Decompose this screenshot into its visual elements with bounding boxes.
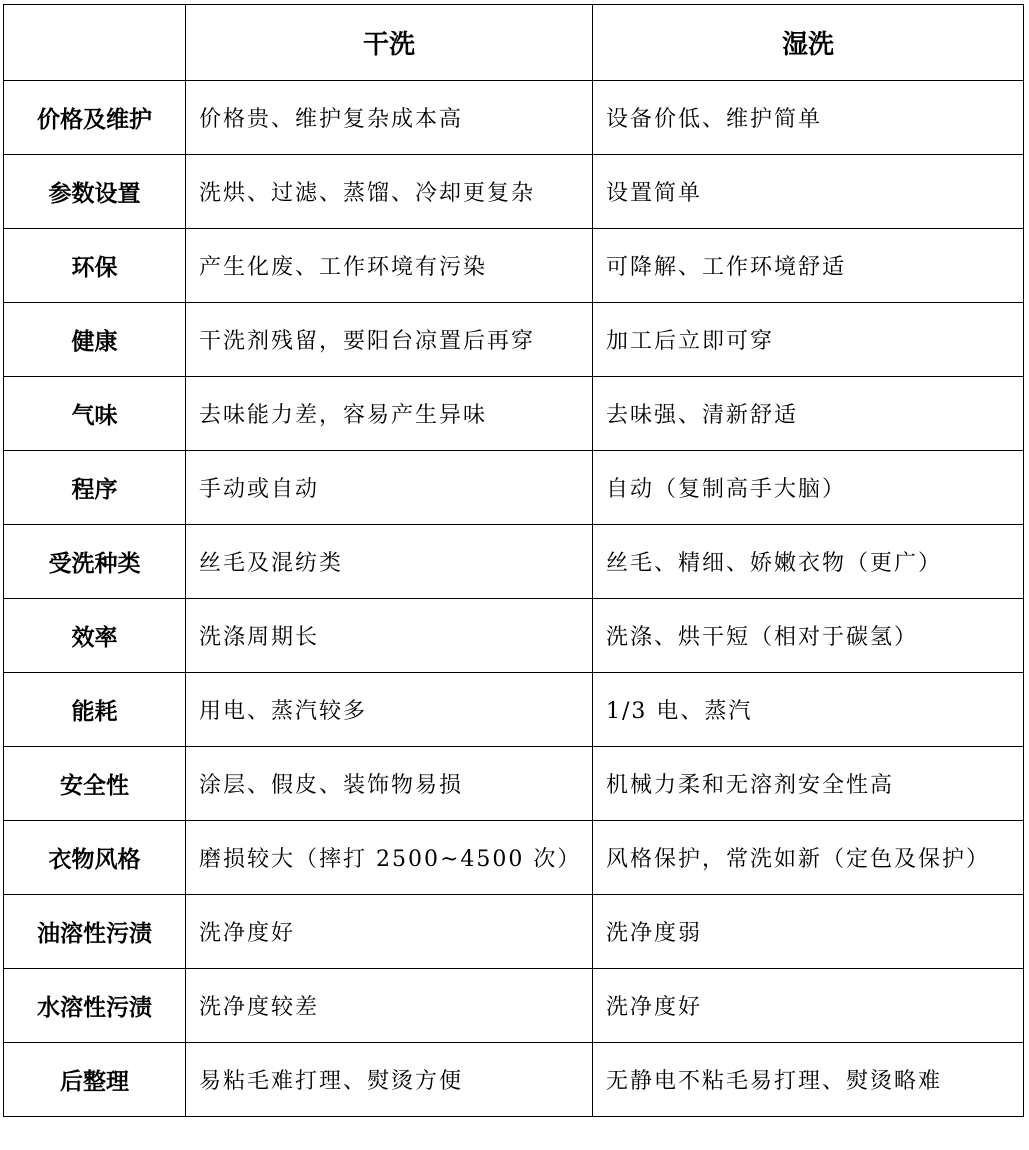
wet-clean-cell: 1/3 电、蒸汽 — [593, 673, 1024, 747]
row-label: 衣物风格 — [4, 821, 186, 895]
table-row — [4, 599, 1024, 673]
comparison-table — [3, 4, 1024, 1117]
table-row — [4, 525, 1024, 599]
dry-clean-cell: 去味能力差，容易产生异味 — [186, 377, 593, 451]
wet-clean-cell: 洗净度好 — [593, 969, 1024, 1043]
row-label: 能耗 — [4, 673, 186, 747]
wet-clean-cell: 加工后立即可穿 — [593, 303, 1024, 377]
row-label: 油溶性污渍 — [4, 895, 186, 969]
row-label: 程序 — [4, 451, 186, 525]
dry-clean-cell: 洗净度好 — [186, 895, 593, 969]
table-row — [4, 821, 1024, 895]
table-row — [4, 303, 1024, 377]
dry-clean-cell: 产生化废、工作环境有污染 — [186, 229, 593, 303]
header-corner-cell — [4, 5, 186, 81]
wet-clean-cell: 机械力柔和无溶剂安全性高 — [593, 747, 1024, 821]
dry-clean-cell: 洗烘、过滤、蒸馏、冷却更复杂 — [186, 155, 593, 229]
dry-clean-cell: 丝毛及混纺类 — [186, 525, 593, 599]
table-row — [4, 229, 1024, 303]
dry-clean-cell: 用电、蒸汽较多 — [186, 673, 593, 747]
dry-clean-cell: 洗涤周期长 — [186, 599, 593, 673]
header-wet-clean: 湿洗 — [593, 5, 1024, 81]
table-row — [4, 377, 1024, 451]
header-dry-clean: 干洗 — [186, 5, 593, 81]
dry-clean-cell: 洗净度较差 — [186, 969, 593, 1043]
wet-clean-cell: 可降解、工作环境舒适 — [593, 229, 1024, 303]
row-label: 后整理 — [4, 1043, 186, 1117]
table-row — [4, 895, 1024, 969]
wet-clean-cell: 洗涤、烘干短（相对于碳氢） — [593, 599, 1024, 673]
wet-clean-cell: 设置简单 — [593, 155, 1024, 229]
wet-clean-cell: 设备价低、维护简单 — [593, 81, 1024, 155]
row-label: 水溶性污渍 — [4, 969, 186, 1043]
dry-clean-cell: 磨损较大（摔打 2500~4500 次） — [186, 821, 593, 895]
row-label: 安全性 — [4, 747, 186, 821]
row-label: 环保 — [4, 229, 186, 303]
table-row — [4, 969, 1024, 1043]
wet-clean-cell: 丝毛、精细、娇嫩衣物（更广） — [593, 525, 1024, 599]
table-row — [4, 1043, 1024, 1117]
wet-clean-cell: 无静电不粘毛易打理、熨烫略难 — [593, 1043, 1024, 1117]
row-label: 效率 — [4, 599, 186, 673]
dry-clean-cell: 干洗剂残留，要阳台凉置后再穿 — [186, 303, 593, 377]
wet-clean-cell: 洗净度弱 — [593, 895, 1024, 969]
wet-clean-cell: 自动（复制高手大脑） — [593, 451, 1024, 525]
row-label: 气味 — [4, 377, 186, 451]
dry-clean-cell: 手动或自动 — [186, 451, 593, 525]
row-label: 参数设置 — [4, 155, 186, 229]
header-row — [4, 5, 1024, 81]
dry-clean-cell: 涂层、假皮、装饰物易损 — [186, 747, 593, 821]
wet-clean-cell: 去味强、清新舒适 — [593, 377, 1024, 451]
table-row — [4, 81, 1024, 155]
table-row — [4, 747, 1024, 821]
row-label: 价格及维护 — [4, 81, 186, 155]
wet-clean-cell: 风格保护，常洗如新（定色及保护） — [593, 821, 1024, 895]
dry-clean-cell: 易粘毛难打理、熨烫方便 — [186, 1043, 593, 1117]
table-row — [4, 673, 1024, 747]
dry-clean-cell: 价格贵、维护复杂成本高 — [186, 81, 593, 155]
table-row — [4, 451, 1024, 525]
table-row — [4, 155, 1024, 229]
row-label: 受洗种类 — [4, 525, 186, 599]
row-label: 健康 — [4, 303, 186, 377]
